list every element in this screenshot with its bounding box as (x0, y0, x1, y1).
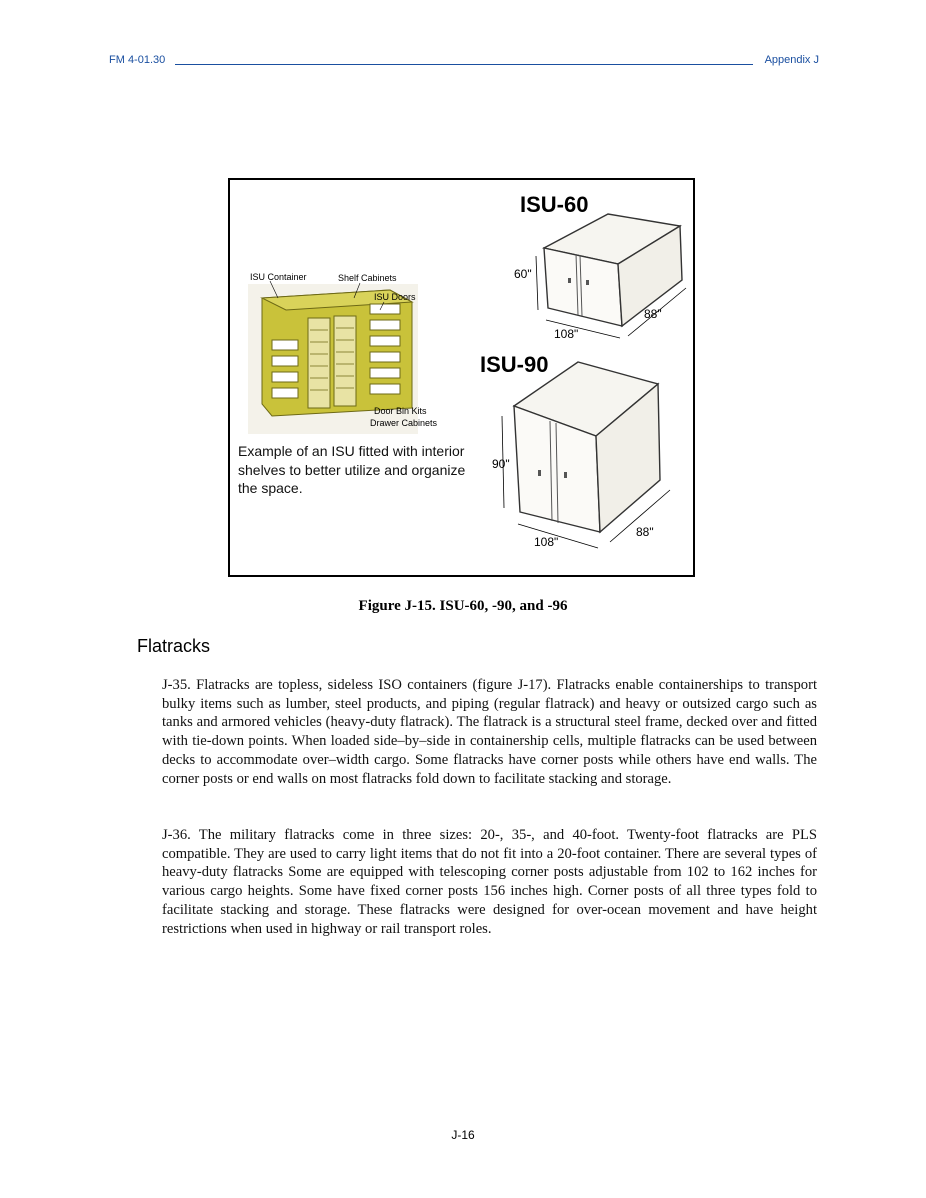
isu-60-title: ISU-60 (520, 192, 589, 217)
isu-90-height-label: 90" (492, 457, 510, 471)
isu-60-height-label: 60" (514, 267, 532, 281)
isu-90-length-label: 108" (534, 535, 559, 549)
header-rule (175, 64, 753, 65)
isu-90-title: ISU-90 (480, 352, 549, 377)
label-isu-doors: ISU Doors (374, 292, 416, 302)
paragraph-j36: J-36. The military flatracks come in three sizes: 20-, 35-, and 40-foot. Twenty-foot flatracks are PLS compatible. They are used to carry light items that do not fit into a 20-foot container. There are several types of heavy-duty flatracks Some are equipped with telescoping corner posts adjustable from 102 to 162 inches for various cargo heights. Some have fixed corner posts 156 inches high. Corner posts of all three types fold to facilitate stacking and storage. These flatracks were designed for over-ocean movement and have height restrictions when used in highway or rail transport roles. (162, 827, 817, 937)
header-manual-id: FM 4-01.30 (109, 54, 166, 66)
label-door-bin-kits: Door Bin Kits (374, 406, 427, 416)
figure-caption: Figure J-15. ISU-60, -90, and -96 (358, 598, 568, 614)
isu-60-width-label: 88" (644, 307, 662, 321)
isu-60-drawing (514, 192, 686, 341)
isu-90-width-label: 88" (636, 525, 654, 539)
running-header (109, 54, 819, 68)
isu-90-drawing (480, 352, 670, 549)
inset-caption: Example of an ISU fitted with interior shelves to better utilize and organize the space. (238, 443, 466, 496)
figure-j15-frame (228, 178, 695, 577)
section-heading: Flatracks (137, 636, 211, 656)
label-drawer-cabinets: Drawer Cabinets (370, 418, 438, 428)
page-number: J-16 (451, 1128, 475, 1142)
isu-cabinet-photo (248, 272, 438, 434)
label-shelf-cabinets: Shelf Cabinets (338, 273, 397, 283)
paragraph-j35: J-35. Flatracks are topless, sideless ISO containers (figure J-17). Flatracks enable containerships to transport bulky items such as lumber, steel products, and piping (regular flatrack) and heavy or outsized cargo such as tanks and armored vehicles (heavy-duty flatrack). The flatrack is a structural steel frame, decked over and fitted with tie-down points. When loaded side–by–side in containership cells, multiple flatracks can be used between decks to accommodate over–width cargo. Some flatracks have corner posts while others have end walls. The corner posts or end walls on most flatracks fold down to facilitate stacking and storage. (162, 677, 817, 787)
isu-60-length-label: 108" (554, 327, 579, 341)
label-isu-container: ISU Container (250, 272, 307, 282)
isu-illustration (230, 180, 693, 575)
header-appendix: Appendix J (764, 54, 819, 66)
